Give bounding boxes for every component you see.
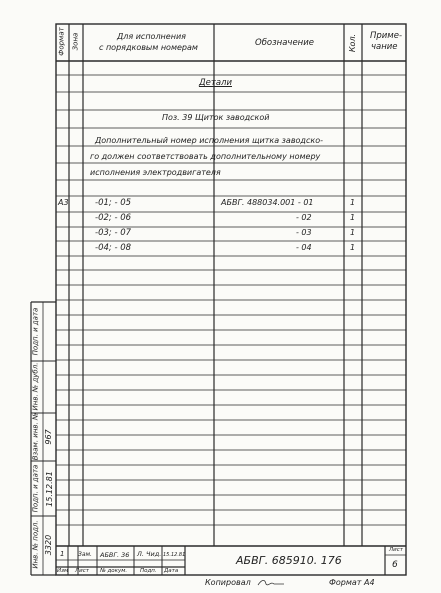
change-date: 15.12.81	[163, 552, 186, 558]
row-designation: - 04	[296, 243, 312, 252]
copier-signature	[256, 578, 286, 588]
stamp-label-replace-inv: Взам. инв. №	[31, 412, 40, 461]
row-qty: 1	[350, 213, 356, 222]
row-variant: -04; - 08	[95, 243, 132, 253]
copied-by-label: Копировал	[205, 578, 251, 587]
row-designation: - 03	[296, 228, 312, 237]
tb-label-doc: № докум.	[100, 568, 128, 574]
variant-column-header-line1: Для исполнения	[117, 32, 186, 41]
section-title: Детали	[199, 78, 232, 88]
document-designation: АБВГ. 685910. 176	[236, 554, 342, 567]
sheet-number: 6	[392, 560, 398, 570]
paper-format: Формат А4	[329, 578, 375, 587]
change-signature: Л. Чид.	[137, 550, 162, 558]
sheet-label: Лист	[389, 547, 403, 553]
format-column-header: Формат	[57, 27, 66, 56]
row-qty: 1	[350, 228, 356, 237]
note-line-1: Дополнительный номер исполнения щитка заводско-	[95, 136, 323, 145]
row-format: А3	[58, 198, 69, 207]
tb-label-list: Лист	[75, 568, 89, 574]
qty-column-header: Кол.	[348, 33, 357, 53]
tb-label-date: Дата	[164, 568, 179, 574]
change-zone: Зам.	[78, 551, 92, 558]
variant-column-header-line2: с порядковым номерам	[99, 43, 198, 52]
note-column-header-line1: Приме-	[370, 31, 403, 41]
row-designation: АБВГ. 488034.001 - 01	[221, 198, 314, 207]
tb-label-sign: Подп.	[140, 568, 157, 574]
stamp-value-replace-inv: 967	[44, 429, 53, 445]
stamp-label-sign-date: Подп. и дата	[31, 307, 40, 356]
item-title: Поз. 39 Щиток заводской	[162, 113, 270, 122]
stamp-label-orig-inv: Инв. № подл.	[31, 520, 40, 569]
tb-label-izm: Изм	[57, 568, 69, 574]
row-qty: 1	[350, 243, 356, 252]
note-line-2: го должен соответствовать дополнительному номеру	[90, 152, 321, 161]
note-line-3: исполнения электродвигателя	[90, 168, 221, 177]
row-qty: 1	[350, 198, 356, 207]
stamp-value-orig-inv: 3320	[44, 534, 53, 556]
zone-column-header: Зона	[71, 32, 80, 51]
note-column-header-line2: чание	[371, 42, 398, 52]
change-number: 1	[60, 550, 65, 558]
row-variant: -01; - 05	[95, 198, 132, 208]
stamp-value-date: 15.12.81	[45, 471, 54, 507]
change-doc: АБВГ. 36	[100, 551, 130, 559]
row-variant: -02; - 06	[95, 213, 132, 223]
row-variant: -03; - 07	[95, 228, 132, 238]
stamp-label-dup-inv: Инв. № дубл.	[31, 362, 40, 411]
stamp-label-sign-date-2: Подп. и дата	[31, 464, 40, 513]
designation-column-header: Обозначение	[255, 38, 314, 48]
row-designation: - 02	[296, 213, 312, 222]
